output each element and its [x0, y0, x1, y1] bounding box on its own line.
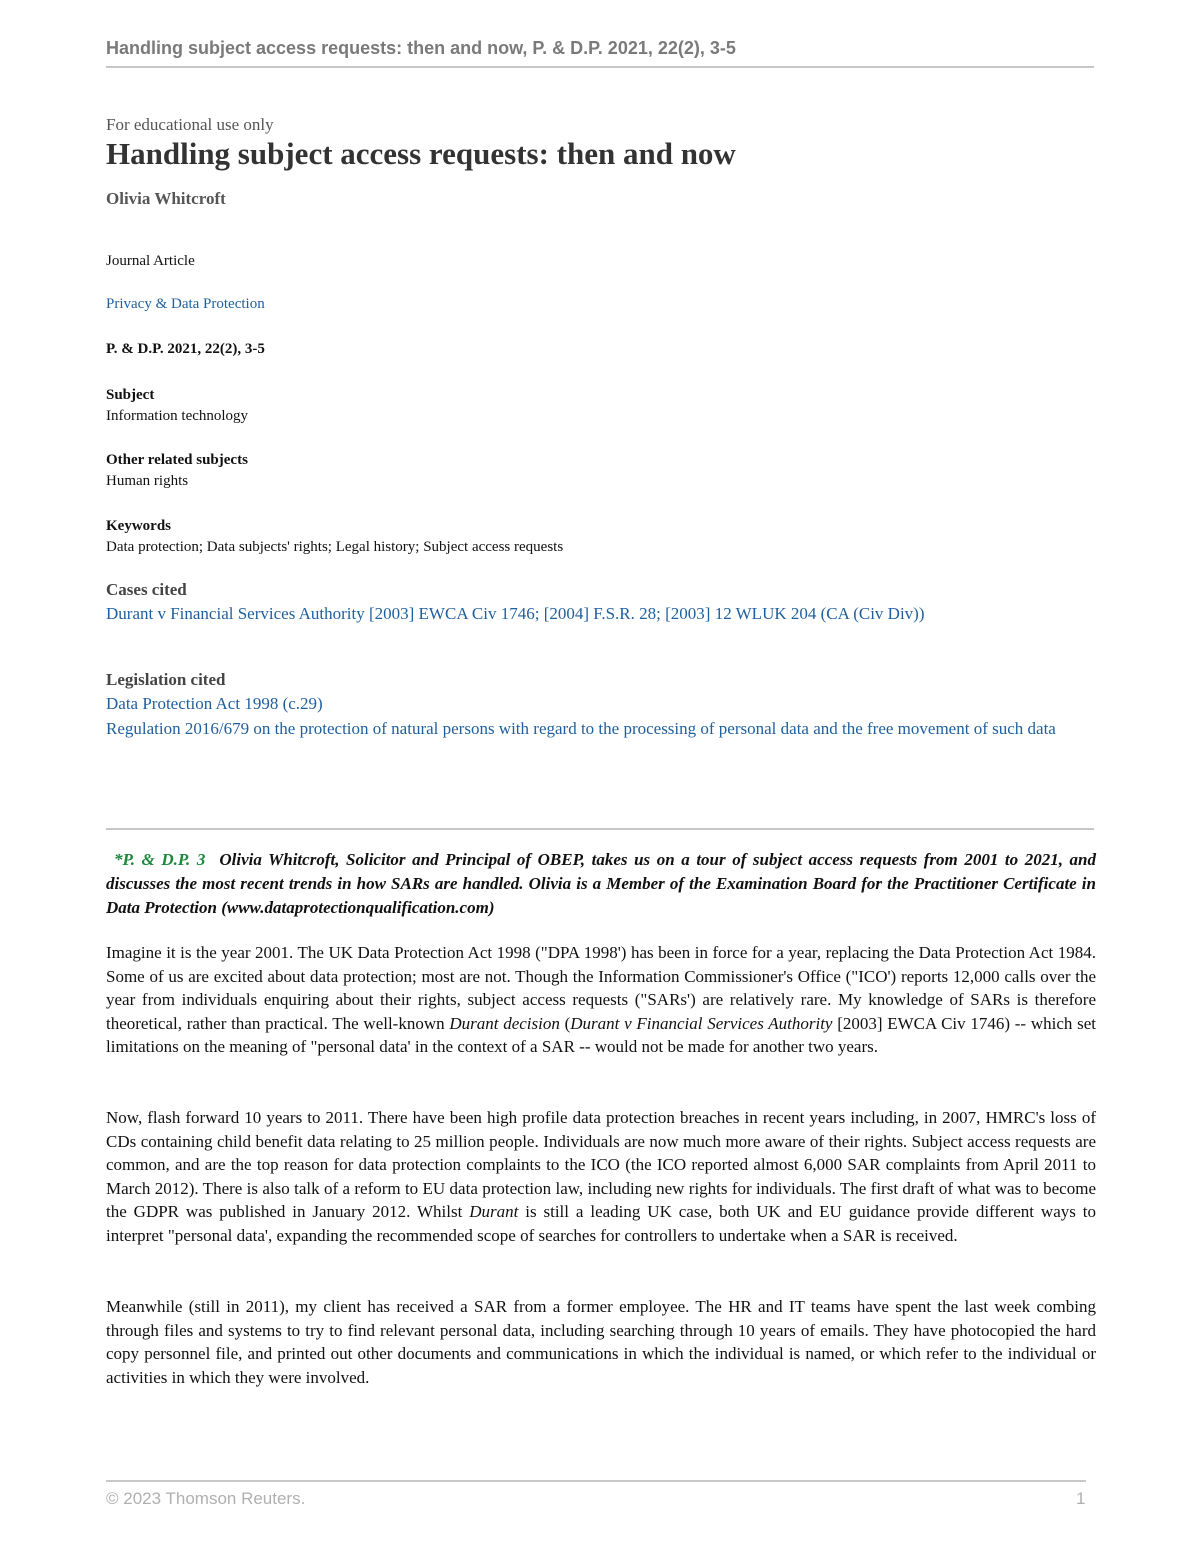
keywords-label: Keywords	[106, 518, 171, 534]
legislation-cited-label: Legislation cited	[106, 670, 226, 689]
body-paragraph-2	[106, 1106, 1096, 1247]
star-page-reference: *P. & D.P. 3	[114, 850, 206, 869]
article-author: Olivia Whitcroft	[106, 189, 226, 208]
body-divider	[106, 828, 1094, 830]
journal-link[interactable]: Privacy & Data Protection	[106, 296, 265, 312]
paragraph-1-text-c: [2003] EWCA Civ 1746) -- which set limitations on the meaning of "personal data' in the context of a SAR -- would not be made for another two years.	[106, 1013, 1096, 1056]
footer-page-number: 1	[1076, 1489, 1086, 1508]
paragraph-2-text-b: is still a leading UK case, both UK and EU guidance provide different ways to interpret "personal data', expanding the recommended scope of searches for controllers to undertake when a SAR is received.	[106, 1202, 1096, 1245]
header-divider	[106, 66, 1094, 68]
cases-cited-label: Cases cited	[106, 580, 187, 599]
durant-italic: Durant	[469, 1202, 519, 1221]
article-citation: P. & D.P. 2021, 22(2), 3-5	[106, 341, 265, 357]
footer-copyright: © 2023 Thomson Reuters.	[106, 1489, 306, 1508]
body-paragraph-1	[106, 941, 1096, 1059]
legislation-link-gdpr[interactable]: Regulation 2016/679 on the protection of natural persons with regard to the processing of personal data and the free movement of such data	[106, 719, 1056, 738]
document-type: Journal Article	[106, 253, 195, 269]
intro-text: Olivia Whitcroft, Solicitor and Principal of OBEP, takes us on a tour of subject access requests from 2001 to 2021, and discusses the most recent trends in how SARs are handled. Olivia is a Member of the Examination Board for the Practitioner Certificate in Data Protection (www.dataprotectionqualification.com)	[106, 850, 1096, 917]
paragraph-1-text-b: (	[559, 1013, 571, 1033]
case-link-durant[interactable]: Durant v Financial Services Authority [2003] EWCA Civ 1746; [2004] F.S.R. 28; [2003] 12 WLUK 204 (CA (Civ Div))	[106, 604, 925, 623]
article-intro	[106, 848, 1096, 920]
related-subjects-value: Human rights	[106, 473, 189, 489]
subject-value: Information technology	[106, 408, 249, 424]
subject-label: Subject	[106, 387, 155, 403]
related-subjects-label: Other related subjects	[106, 452, 248, 468]
paragraph-1-text: Imagine it is the year 2001. The UK Data Protection Act 1998 ("DPA 1998') has been in force for a year, replacing the Data Protection Act 1984. Some of us are excited about data protection; most are not. Though the Information Commissioner's Office ("ICO') reports 12,000 calls over the year from individuals enquiring about their rights, subject access requests ("SARs') are relatively rare. My knowledge of SARs is therefore theoretical, rather than practical. The well-known	[106, 943, 1096, 1033]
footer-divider	[106, 1480, 1086, 1482]
paragraph-2-text: Now, flash forward 10 years to 2011. There have been high profile data protection breaches in recent years including, in 2007, HMRC's loss of CDs containing child benefit data relating to 25 million people. Individuals are now much more aware of their rights. Subject access requests are common, and are the top reason for data protection complaints to the ICO (the ICO reported almost 6,000 SAR complaints from April 2011 to March 2012). There is also talk of a reform to EU data protection law, including new rights for individuals. The first draft of what was to become the GDPR was published in January 2012. Whilst	[106, 1108, 1096, 1221]
keywords-value: Data protection; Data subjects' rights; Legal history; Subject access requests	[106, 539, 564, 555]
educational-use-note: For educational use only	[106, 115, 274, 134]
case-name-italic: Durant v Financial Services Authority	[570, 1013, 833, 1033]
body-paragraph-3: Meanwhile (still in 2011), my client has received a SAR from a former employee. The HR and IT teams have spent the last week combing through files and systems to try to find relevant personal data, including searching through 10 years of emails. They have photocopied the hard copy personnel file, and printed out other documents and communications in which the individual is named, or which refer to the individual or activities in which they were involved.	[106, 1297, 1096, 1387]
durant-decision-italic: Durant decision	[449, 1013, 560, 1033]
running-header: Handling subject access requests: then and now, P. & D.P. 2021, 22(2), 3-5	[106, 38, 736, 58]
article-title: Handling subject access requests: then and now	[106, 136, 736, 171]
legislation-link-dpa-1998[interactable]: Data Protection Act 1998 (c.29)	[106, 694, 323, 713]
